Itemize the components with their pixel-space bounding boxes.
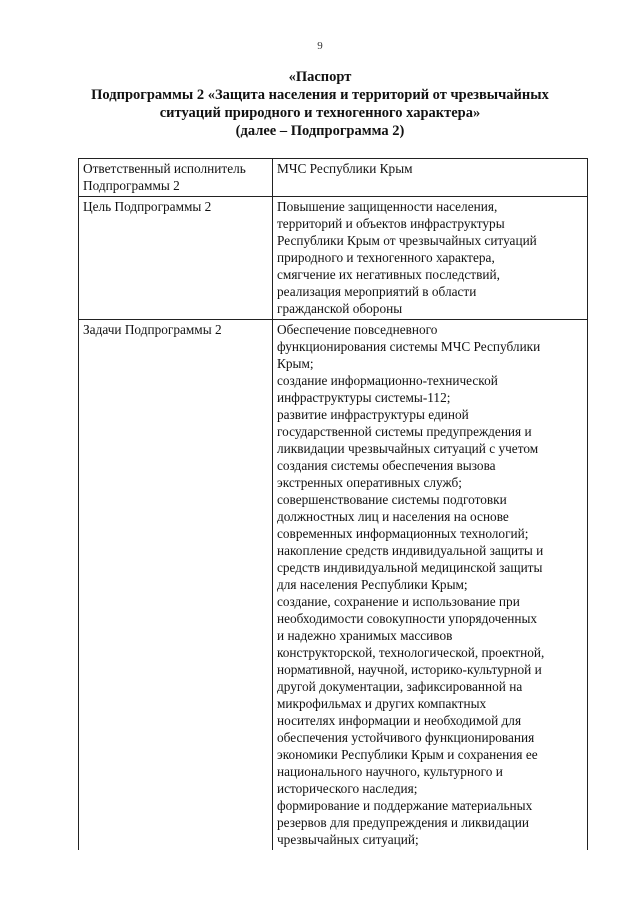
row-value: природного и техногенного характера, <box>277 250 495 265</box>
row-label: Ответственный исполнитель <box>83 161 246 176</box>
row-value: создание, сохранение и использование при <box>277 594 520 609</box>
title-line: (далее – Подпрограмма 2) <box>235 123 405 139</box>
row-value: формирование и поддержание материальных <box>277 798 533 813</box>
row-value: гражданской обороны <box>277 301 403 316</box>
row-value: Повышение защищенности населения, <box>277 199 498 214</box>
row-value: национального научного, культурного и <box>277 764 503 779</box>
row-label-cell <box>79 159 273 197</box>
row-label: Подпрограммы 2 <box>83 178 180 193</box>
row-label-cell <box>79 197 273 320</box>
row-value-cell <box>273 197 588 320</box>
row-value: функционирования системы МЧС Республики <box>277 339 541 354</box>
row-value: обеспечения устойчивого функционирования <box>277 730 535 745</box>
table-row-responsible <box>79 159 588 197</box>
row-label: Задачи Подпрограммы 2 <box>83 322 222 337</box>
row-value: реализация мероприятий в области <box>277 284 477 299</box>
row-value: инфраструктуры системы-112; <box>277 390 451 405</box>
row-value: конструкторской, технологической, проектной, <box>277 645 545 660</box>
row-value-cell <box>273 320 588 851</box>
row-value: экономики Республики Крым и сохранения ее <box>277 747 538 762</box>
row-value: резервов для предупреждения и ликвидации <box>277 815 529 830</box>
passport-table <box>78 158 588 850</box>
page-number: 9 <box>317 40 323 52</box>
row-value: Обеспечение повседневного <box>277 322 438 337</box>
row-value: МЧС Республики Крым <box>277 161 413 176</box>
title-line: Подпрограммы 2 «Защита населения и территорий от чрезвычайных <box>91 87 549 103</box>
row-value: носителях информации и необходимой для <box>277 713 522 728</box>
row-value: совершенствование системы подготовки <box>277 492 507 507</box>
row-value: смягчение их негативных последствий, <box>277 267 500 282</box>
row-value: средств индивидуальной медицинской защиты <box>277 560 543 575</box>
row-value: чрезвычайных ситуаций; <box>277 832 419 847</box>
row-label-cell <box>79 320 273 851</box>
row-value: территорий и объектов инфраструктуры <box>277 216 505 231</box>
row-value: государственной системы предупреждения и <box>277 424 532 439</box>
row-value: необходимости совокупности упорядоченных <box>277 611 538 626</box>
row-value: создание информационно-технической <box>277 373 498 388</box>
row-value: экстренных оперативных служб; <box>277 475 462 490</box>
row-value: микрофильмах и других компактных <box>277 696 487 711</box>
row-value: развитие инфраструктуры единой <box>277 407 469 422</box>
table-row-goal <box>79 197 588 320</box>
row-value-cell <box>273 159 588 197</box>
row-value: для населения Республики Крым; <box>277 577 468 592</box>
title-line: «Паспорт <box>288 69 352 85</box>
document-title <box>60 68 580 140</box>
row-label: Цель Подпрограммы 2 <box>83 199 212 214</box>
row-value: другой документации, зафиксированной на <box>277 679 523 694</box>
row-value: должностных лиц и населения на основе <box>277 509 509 524</box>
row-value: Крым; <box>277 356 314 371</box>
title-line: ситуаций природного и техногенного характера» <box>159 105 481 121</box>
row-value: накопление средств индивидуальной защиты и <box>277 543 544 558</box>
row-value: нормативной, научной, историко-культурной и <box>277 662 542 677</box>
row-value: создания системы обеспечения вызова <box>277 458 496 473</box>
row-value: исторического наследия; <box>277 781 418 796</box>
row-value: и надежно хранимых массивов <box>277 628 453 643</box>
row-value: ликвидации чрезвычайных ситуаций с учетом <box>277 441 539 456</box>
table-row-tasks <box>79 320 588 851</box>
row-value: современных информационных технологий; <box>277 526 529 541</box>
row-value: Республики Крым от чрезвычайных ситуаций <box>277 233 537 248</box>
